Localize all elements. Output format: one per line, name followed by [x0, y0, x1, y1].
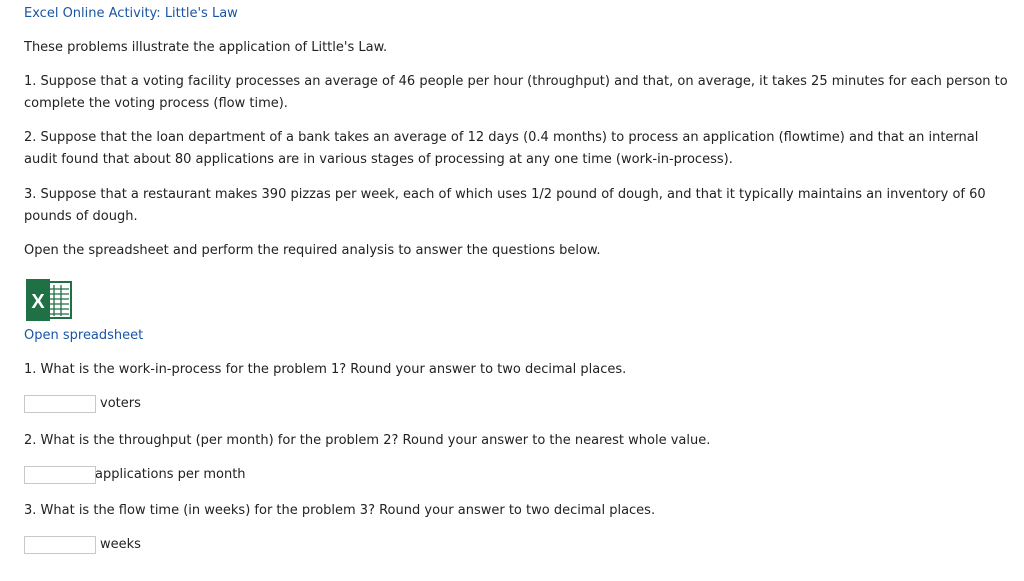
answer-2-unit: applications per month [95, 467, 246, 482]
problem-1-text: 1. Suppose that a voting facility processes an average of 46 people per hour (throughput) and that, on average, it takes 25 minutes for each person to complete the voting process (flow time). [24, 74, 1008, 111]
intro-text: These problems illustrate the application of Little's Law. [24, 40, 388, 55]
question-3-text: 3. What is the flow time (in weeks) for the problem 3? Round your answer to two decimal places. [24, 503, 656, 518]
open-spreadsheet-link[interactable]: Open spreadsheet [24, 328, 144, 343]
page-title: Excel Online Activity: Little's Law [24, 6, 238, 21]
answer-row-2 [24, 465, 246, 485]
excel-icon-letter: X [31, 291, 45, 313]
question-1-text: 1. What is the work-in-process for the problem 1? Round your answer to two decimal places. [24, 362, 627, 377]
answer-1-input[interactable] [24, 395, 96, 413]
answer-3-input[interactable] [24, 536, 96, 554]
problem-2-text: 2. Suppose that the loan department of a bank takes an average of 12 days (0.4 months) to process an application (flowtime) and that an internal audit found that about 80 applications are in various stages of processing at any one time (work-in-process). [24, 130, 979, 167]
answer-3-unit: weeks [100, 537, 141, 552]
answer-row-1 [24, 394, 141, 414]
answer-row-3 [24, 535, 141, 555]
instruction-text: Open the spreadsheet and perform the required analysis to answer the questions below. [24, 243, 601, 258]
answer-1-unit: voters [100, 396, 141, 411]
problem-3-text: 3. Suppose that a restaurant makes 390 pizzas per week, each of which uses 1/2 pound of dough, and that it typically maintains an inventory of 60 pounds of dough. [24, 187, 986, 224]
excel-icon[interactable] [24, 279, 74, 321]
answer-2-input[interactable] [24, 466, 96, 484]
question-2-text: 2. What is the throughput (per month) for the problem 2? Round your answer to the nearest whole value. [24, 433, 711, 448]
